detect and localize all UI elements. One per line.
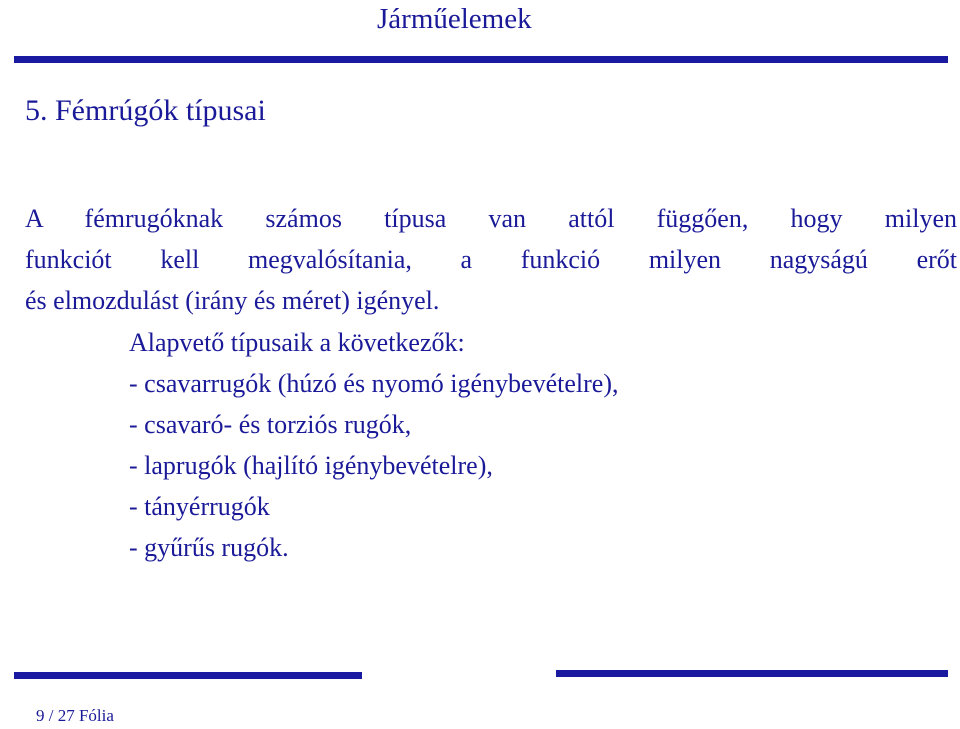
header-divider	[14, 56, 948, 63]
list-lead: Alapvető típusaik a következők:	[129, 328, 465, 357]
list-item: - csavarrugók (húzó és nyomó igénybevételre),	[129, 369, 619, 398]
footer-divider-right	[556, 670, 948, 677]
list-item: - laprugók (hajlító igénybevételre),	[129, 451, 493, 480]
section-heading: 5. Fémrúgók típusai	[25, 94, 266, 127]
intro-line-1: A fémrugóknak számos típusa van attól függően, hogy milyen	[25, 204, 957, 233]
intro-line-2: funkciót kell megvalósítania, a funkció milyen nagyságú erőt	[25, 245, 957, 274]
intro-line-3: és elmozdulást (irány és méret) igényel.	[25, 286, 440, 315]
document-title: Járműelemek	[377, 3, 532, 35]
spring-types-list	[129, 322, 618, 568]
slide-number: 9 / 27 Fólia	[36, 706, 114, 725]
footer-divider-left	[14, 672, 362, 679]
list-item: - gyűrűs rugók.	[129, 533, 289, 562]
list-item: - csavaró- és torziós rugók,	[129, 410, 412, 439]
list-item: - tányérrugók	[129, 492, 270, 521]
intro-paragraph	[25, 198, 957, 321]
